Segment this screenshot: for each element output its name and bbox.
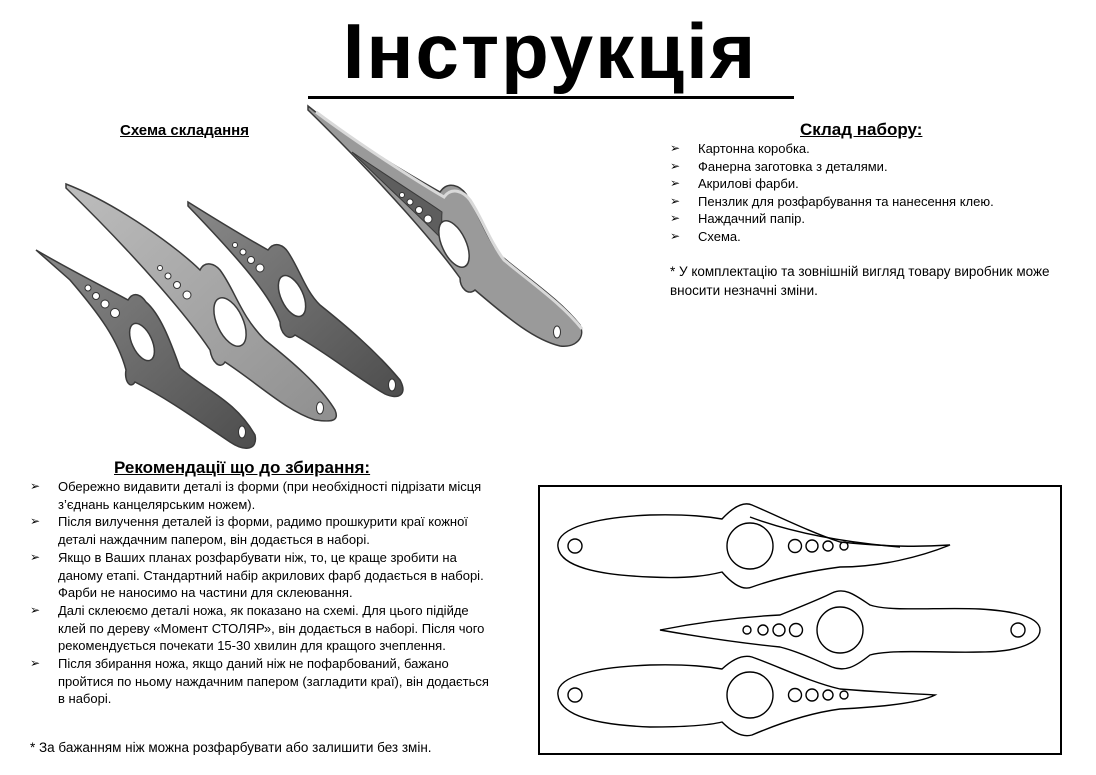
list-item: ➢ Якщо в Ваших планах розфарбувати ніж, то, це краще зробити на даному етапі. Стандартний набір акрилових фарб додається в наборі. Фарби не наносимо на частини для склеювання. <box>30 549 484 601</box>
kit-contents-list <box>670 140 1070 245</box>
arrow-bullet-icon: ➢ <box>670 158 681 173</box>
layout-knife-part-middle <box>660 591 1040 669</box>
arrow-bullet-icon: ➢ <box>30 479 41 493</box>
list-item: ➢ Наждачний папір. <box>670 211 805 226</box>
assembly-illustration <box>30 100 600 460</box>
arrow-bullet-icon: ➢ <box>670 193 681 208</box>
title-underline <box>308 96 794 99</box>
knife-assembled <box>308 106 582 346</box>
arrow-bullet-icon: ➢ <box>670 211 681 225</box>
cutting-layout-drawing <box>540 487 1060 753</box>
list-item: ➢ Схема. <box>670 228 741 244</box>
list-item: ➢ Пензлик для розфарбування та нанесення клею. <box>670 193 994 209</box>
list-item: ➢ Після збирання ножа, якщо даний ніж не пофарбований, бажано пройтися по ньому наждачним папером (загладити краї), він додається в наборі. <box>30 656 489 707</box>
arrow-bullet-icon: ➢ <box>30 514 41 529</box>
cutting-layout-scheme <box>538 485 1062 755</box>
footnote: * За бажанням ніж можна розфарбувати або залишити без змін. <box>30 740 432 755</box>
layout-knife-part-top <box>558 504 950 588</box>
list-item: ➢ Акрилові фарби. <box>670 176 799 191</box>
list-item: ➢ Обережно видавити деталі із форми (при необхідності підрізати місця з’єднань канцелярським ножем). <box>30 479 482 512</box>
list-item: ➢ Фанерна заготовка з деталями. <box>670 158 888 174</box>
arrow-bullet-icon: ➢ <box>670 141 681 155</box>
assembly-scheme-heading: Схема складання <box>120 122 249 139</box>
list-item: ➢ Картонна коробка. <box>670 141 810 156</box>
arrow-bullet-icon: ➢ <box>30 656 41 671</box>
arrow-bullet-icon: ➢ <box>670 228 681 243</box>
layout-knife-part-bottom <box>558 656 935 735</box>
arrow-bullet-icon: ➢ <box>670 176 681 190</box>
kit-disclaimer-note: * У комплектацію та зовнішній вигляд товару виробник може вносити незначні зміни. <box>670 264 1050 298</box>
recommendations-heading: Рекомендації що до збирання: <box>114 458 371 477</box>
arrow-bullet-icon: ➢ <box>30 549 41 564</box>
arrow-bullet-icon: ➢ <box>30 602 41 617</box>
list-item: ➢ Після вилучення деталей із форми, радимо прошкурити краї кожної деталі наждачним папером, він додається в наборі. <box>30 514 468 548</box>
recommendations-list <box>30 478 490 708</box>
kit-contents-heading: Склад набору: <box>800 120 923 139</box>
list-item: ➢ Далі склеюємо деталі ножа, як показано на схемі. Для цього підійде клей по дереву «Момент СТОЛЯР», він додається в наборі. Після чого рекомендується почекати 15-30 хвилин для кращого зчеплення. <box>30 602 485 654</box>
page-title: Інструкція <box>342 7 758 95</box>
